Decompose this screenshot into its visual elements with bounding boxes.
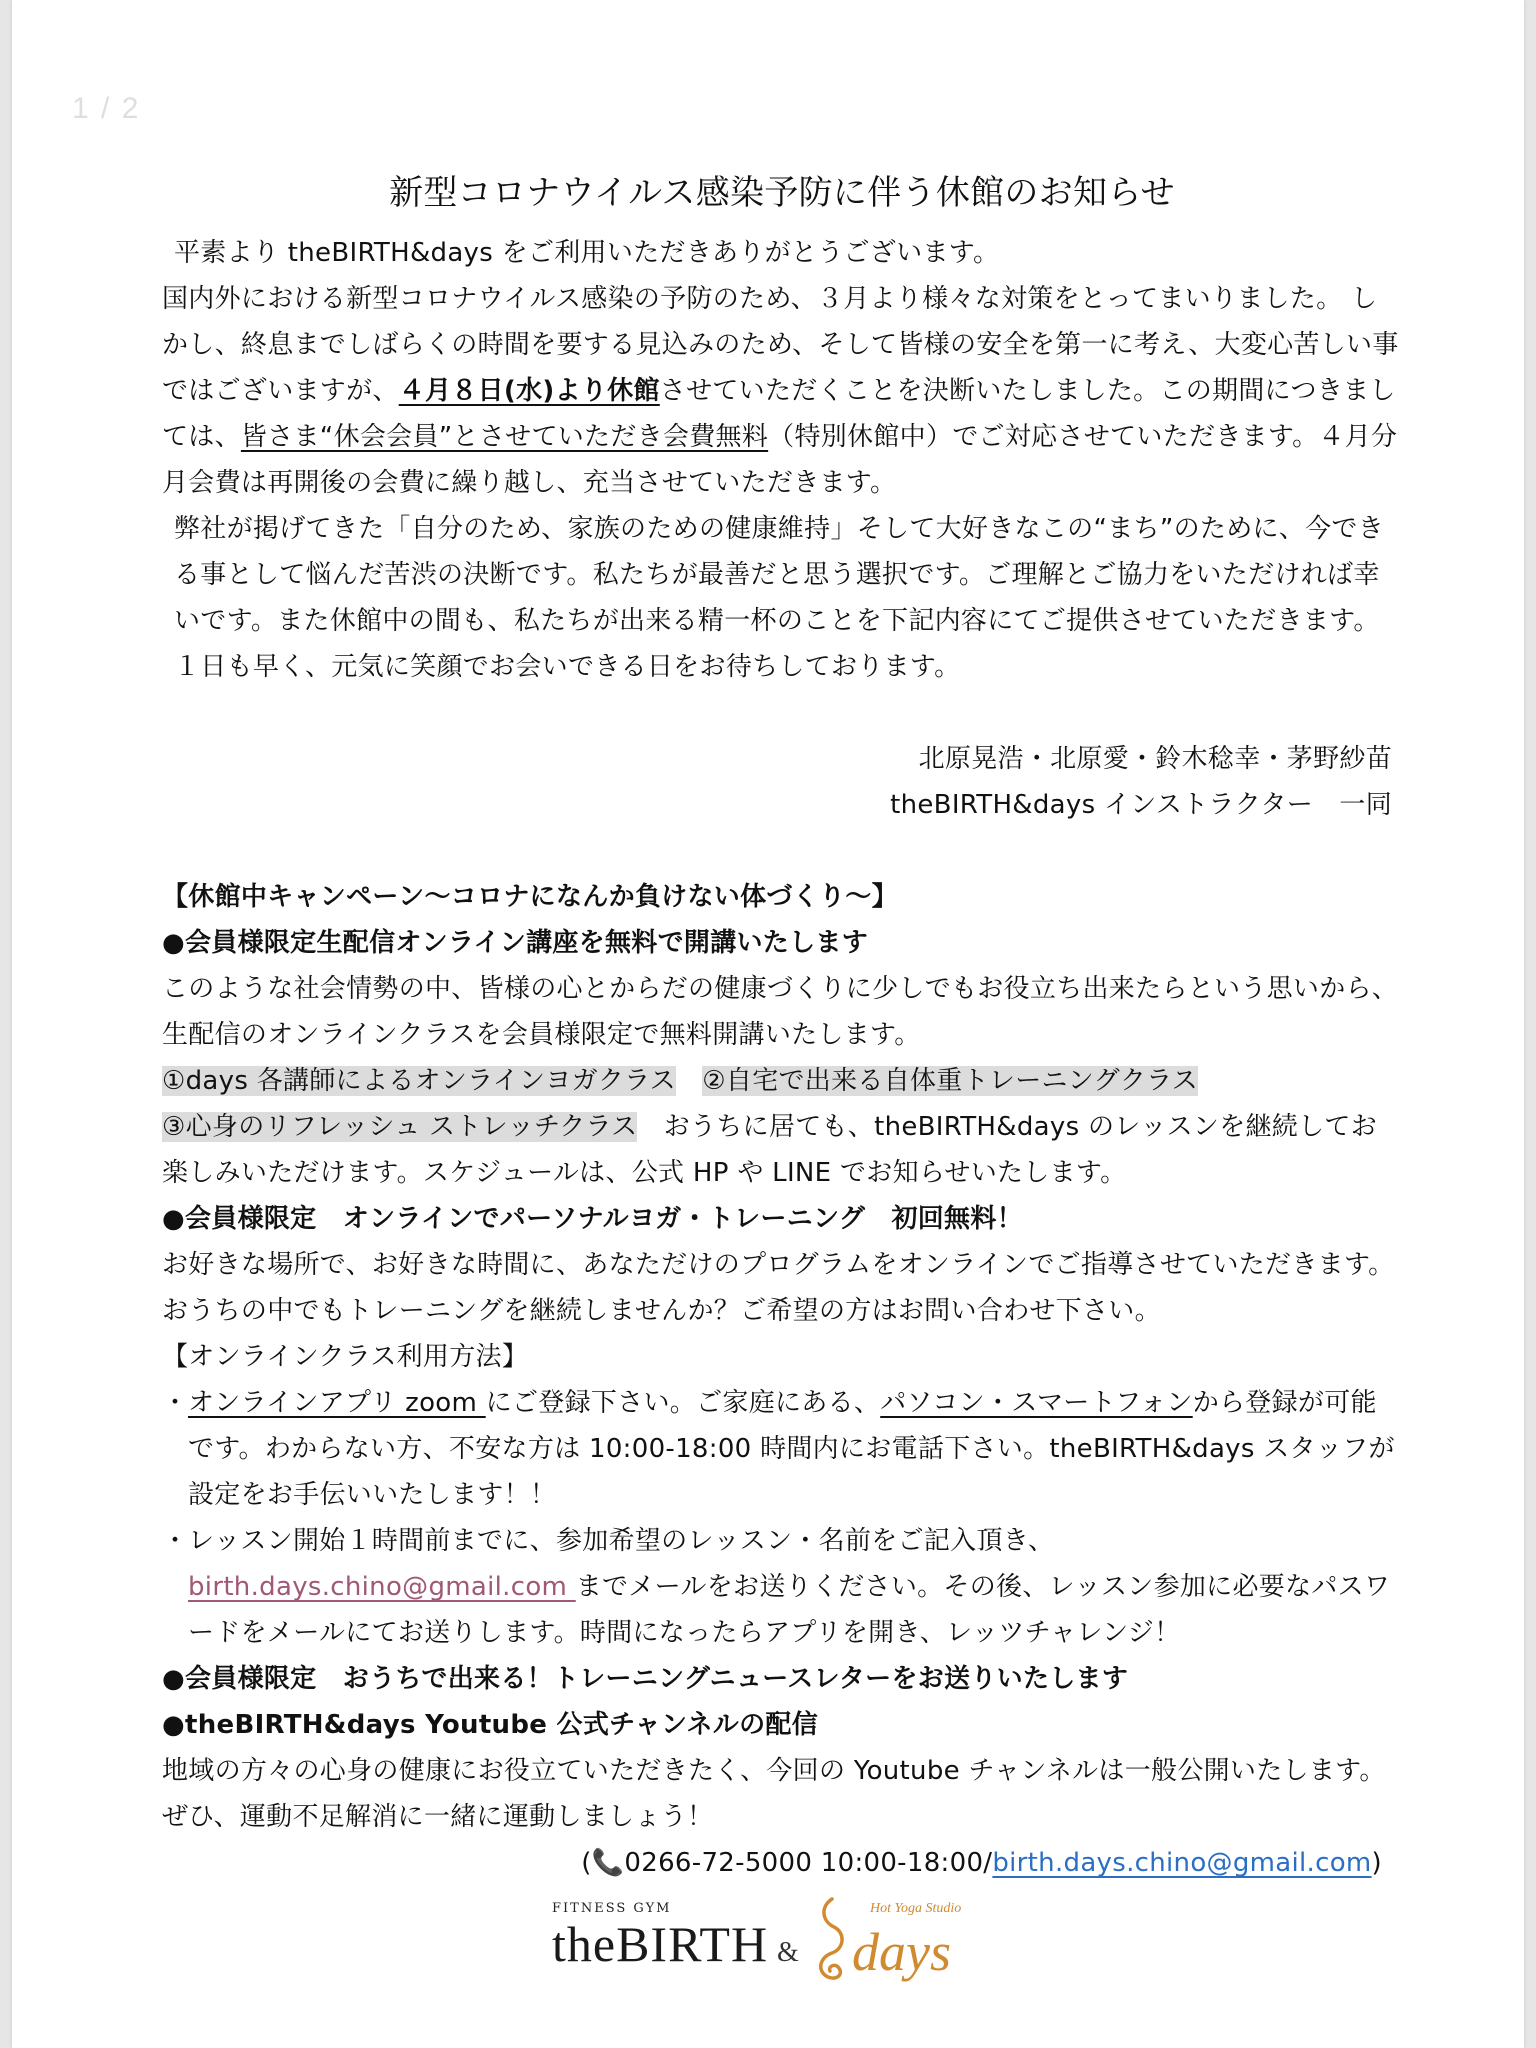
- phone-icon: 📞: [591, 1848, 625, 1878]
- class-list: [162, 1058, 1402, 1196]
- document-body: [162, 170, 1402, 1886]
- class-note: おうちに居ても、theBIRTH&days のレッスンを継続してお楽しみいただけます。スケジュールは、公式 HP や LINE でお知らせいたします。: [162, 1112, 1378, 1188]
- youtube-heading: ●theBIRTH&days Youtube 公式チャンネルの配信: [162, 1710, 818, 1740]
- brand-logo: [552, 1895, 992, 2005]
- logo-hot-yoga-studio: Hot Yoga Studio: [870, 1901, 962, 1916]
- intro-text-a: 国内外における新型コロナウイルス感染の予防のため、３月より様々な対策をとってまいりました。 しかし、終息までしばらくの時間を要する見込みのため、そして皆様の安全を第一に考え、大変心苦しい事ではございますが、: [162, 284, 1399, 406]
- step2-text-b: までメールをお送りください。その後、レッスン参加に必要なパスワードをメールにてお送りします。時間になったらアプリを開き、レッツチャレンジ！: [188, 1572, 1391, 1648]
- signature-team: theBIRTH&days インストラクター 一同: [890, 790, 1392, 820]
- campaign-heading: 【休館中キャンペーン～コロナになんか負けない体づくり～】: [162, 882, 898, 912]
- class-item-2: ②自宅で出来る自体重トレーニングクラス: [702, 1066, 1199, 1096]
- email-link[interactable]: birth.days.chino@gmail.com: [188, 1572, 576, 1602]
- devices-label: パソコン・スマートフォン: [880, 1388, 1193, 1418]
- online-course-heading: ●会員様限定生配信オンライン講座を無料で開講いたします: [162, 928, 869, 958]
- class-item-1: ①days 各講師によるオンラインヨガクラス: [162, 1066, 676, 1096]
- greeting: 平素より theBIRTH&days をご利用いただきありがとうございます。: [174, 238, 1000, 268]
- swirl-icon: [810, 1895, 854, 1985]
- contact-email-link[interactable]: birth.days.chino@gmail.com: [992, 1848, 1372, 1878]
- contact-line: (📞0266-72-5000 10:00-18:00/birth.days.chino@gmail.com): [581, 1848, 1382, 1878]
- step2-text-a: レッスン開始１時間前までに、参加希望のレッスン・名前をご記入頂き、: [188, 1526, 1055, 1556]
- intro-paragraph: [162, 276, 1402, 506]
- howto-heading: 【オンラインクラス利用方法】: [162, 1342, 529, 1372]
- zoom-app-label: オンラインアプリ zoom: [188, 1388, 486, 1418]
- intro-text-b: させていただくことを決断いたしました。この期間につきましては、: [162, 376, 1396, 452]
- newsletter-heading: ●会員様限定 おうちで出来る！トレーニングニュースレターをお送りいたします: [162, 1664, 1129, 1694]
- logo-days: days: [852, 1922, 951, 1982]
- closure-date: ４月８日(水)より休館: [398, 376, 660, 406]
- howto-step-1: [162, 1380, 1402, 1518]
- page-title: 新型コロナウイルス感染予防に伴う休館のお知らせ: [389, 173, 1175, 213]
- decision-paragraph: 弊社が掲げてきた「自分のため、家族のための健康維持」そして大好きなこの“まち”のために、今できる事として悩んだ苦渋の決断です。私たちが最善だと思う選択です。ご理解とご協力をいただければ幸いです。また休館中の間も、私たちが出来る精一杯のことを下記内容にてご提供させていただきます。１日も早く、元気に笑顔でお会いできる日をお待ちしております。: [174, 514, 1385, 682]
- document-page: [12, 0, 1524, 2048]
- class-item-3: ③心身のリフレッシュ ストレッチクラス: [162, 1112, 638, 1142]
- bullet-mark: ・: [162, 1526, 189, 1556]
- intro-text-c: （特別休館中）でご対応させていただきます。４月分月会費は再開後の会費に繰り越し、充当させていただきます。: [162, 422, 1398, 498]
- logo-fitness-gym: FITNESS GYM: [552, 1901, 672, 1916]
- bullet-mark: ・: [162, 1388, 189, 1418]
- online-course-text: このような社会情勢の中、皆様の心とからだの健康づくりに少しでもお役立ち出来たらという思いから、生配信のオンラインクラスを会員様限定で無料開講いたします。: [162, 974, 1399, 1050]
- howto-step-2: [162, 1518, 1402, 1656]
- signature-names: 北原晃浩・北原愛・鈴木稔幸・茅野紗苗: [918, 744, 1392, 774]
- youtube-text: 地域の方々の心身の健康にお役立ていただきたく、今回の Youtube チャンネルは一般公開いたします。ぜひ、運動不足解消に一緒に運動しましょう！: [162, 1756, 1386, 1832]
- membership-note: 皆さま“休会会員”とさせていただき会費無料: [240, 422, 769, 452]
- step1-text-a: にご登録下さい。ご家庭にある、: [485, 1388, 881, 1418]
- contact-phone-hours: 0266-72-5000 10:00-18:00/: [624, 1848, 993, 1878]
- logo-ampersand: &: [777, 1937, 799, 1968]
- personal-training-text: お好きな場所で、お好きな時間に、あなただけのプログラムをオンラインでご指導させていただきます。おうちの中でもトレーニングを継続しませんか？ご希望の方はお問い合わせ下さい。: [162, 1250, 1395, 1326]
- page-counter: 1 / 2: [72, 92, 141, 125]
- logo-birth: theBIRTH: [552, 1916, 769, 1972]
- step1-text-b: から登録が可能です。わからない方、不安な方は 10:00-18:00 時間内にお電話下さい。theBIRTH&days スタッフが設定をお手伝いいたします！！: [188, 1388, 1395, 1510]
- personal-training-heading: ●会員様限定 オンラインでパーソナルヨガ・トレーニング 初回無料！: [162, 1204, 1023, 1234]
